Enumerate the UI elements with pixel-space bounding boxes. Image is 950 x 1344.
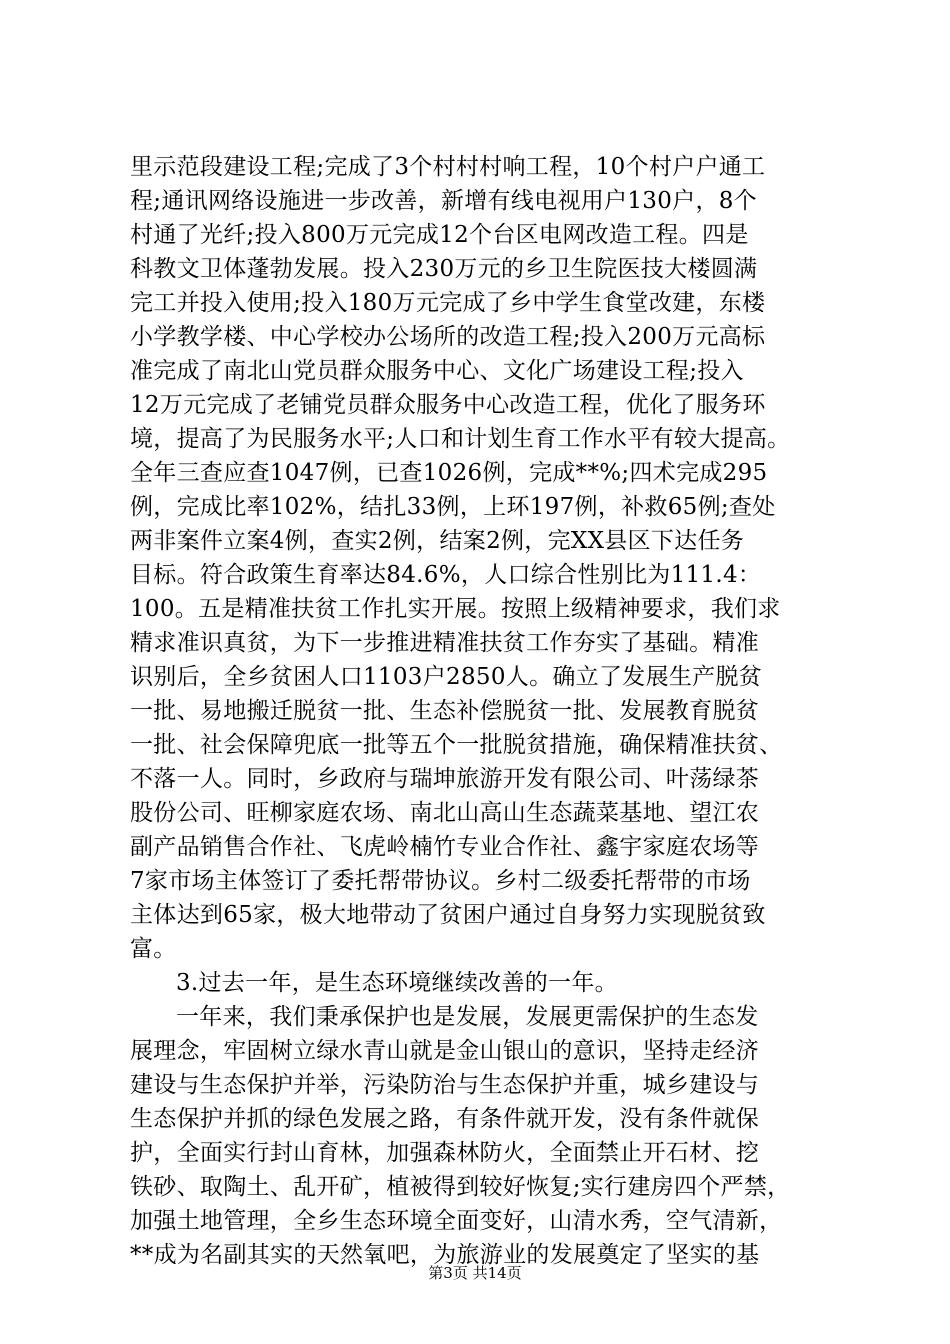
text-line: 程;通讯网络设施进一步改善，新增有线电视用户130户，8个	[130, 188, 757, 214]
text-line: 一年来，我们秉承保护也是发展，发展更需保护的生态发	[176, 1004, 759, 1030]
text-line: 识别后，全乡贫困人口1103户2850人。确立了发展生产脱贫	[130, 664, 763, 690]
text-line: 股份公司、旺柳家庭农场、南北山高山生态蔬菜基地、望江农	[130, 800, 760, 826]
text-line: 加强土地管理，全乡生态环境全面变好，山清水秀，空气清新，	[130, 1208, 783, 1234]
text-line: 全年三查应查1047例，已查1026例，完成**%;四术完成295	[130, 460, 768, 486]
page-number-footer: 第3页 共14页	[428, 1264, 522, 1282]
text-line: 主体达到65家，极大地带动了贫困户通过自身努力实现脱贫致	[130, 902, 766, 928]
text-line: 12万元完成了老铺党员群众服务中心改造工程，优化了服务环	[130, 392, 766, 418]
text-line: 铁砂、取陶土、乱开矿，植被得到较好恢复;实行建房四个严禁，	[130, 1174, 791, 1200]
text-line: 不落一人。同时，乡政府与瑞坤旅游开发有限公司、叶荡绿茶	[130, 766, 760, 792]
text-line: 富。	[130, 936, 177, 962]
text-line: 7家市场主体签订了委托帮带协议。乡村二级委托帮带的市场	[130, 868, 751, 894]
text-line: 例，完成比率102%，结扎33例，上环197例，补救65例;查处	[130, 494, 776, 520]
text-line: 生态保护并抓的绿色发展之路，有条件就开发，没有条件就保	[130, 1106, 760, 1132]
text-line: 小学教学楼、中心学校办公场所的改造工程;投入200万元高标	[130, 324, 766, 350]
text-line: 目标。符合政策生育率达84.6%，人口综合性别比为111.4：	[130, 562, 762, 588]
text-line: 两非案件立案4例，查实2例，结案2例，完XX县区下达任务	[130, 528, 745, 554]
text-line: 100。五是精准扶贫工作扎实开展。按照上级精神要求，我们求	[130, 596, 781, 622]
text-line: 一批、易地搬迁脱贫一批、生态补偿脱贫一批、发展教育脱贫	[130, 698, 760, 724]
text-line: **成为名副其实的天然氧吧，为旅游业的发展奠定了坚实的基	[130, 1242, 760, 1268]
text-line: 建设与生态保护并举，污染防治与生态保护并重，城乡建设与	[130, 1072, 760, 1098]
text-line: 精求准识真贫，为下一步推进精准扶贫工作夯实了基础。精准	[130, 630, 760, 656]
text-line: 里示范段建设工程;完成了3个村村村响工程，10个村户户通工	[130, 154, 766, 180]
text-line: 科教文卫体蓬勃发展。投入230万元的乡卫生院医技大楼圆满	[130, 256, 758, 282]
text-line: 一批、社会保障兜底一批等五个一批脱贫措施，确保精准扶贫、	[130, 732, 783, 758]
text-line: 境，提高了为民服务水平;人口和计划生育工作水平有较大提高。	[130, 426, 791, 452]
text-line: 准完成了南北山党员群众服务中心、文化广场建设工程;投入	[130, 358, 744, 384]
section-heading: 3.过去一年，是生态环境继续改善的一年。	[176, 970, 618, 996]
text-line: 村通了光纤;投入800万元完成12个台区电网改造工程。四是	[130, 222, 749, 248]
text-line: 完工并投入使用;投入180万元完成了乡中学生食堂改建，东楼	[130, 290, 766, 316]
text-line: 副产品销售合作社、飞虎岭楠竹专业合作社、鑫宇家庭农场等	[130, 834, 760, 860]
text-line: 护，全面实行封山育林，加强森林防火，全面禁止开石材、挖	[130, 1140, 760, 1166]
text-line: 展理念，牢固树立绿水青山就是金山银山的意识，坚持走经济	[130, 1038, 760, 1064]
